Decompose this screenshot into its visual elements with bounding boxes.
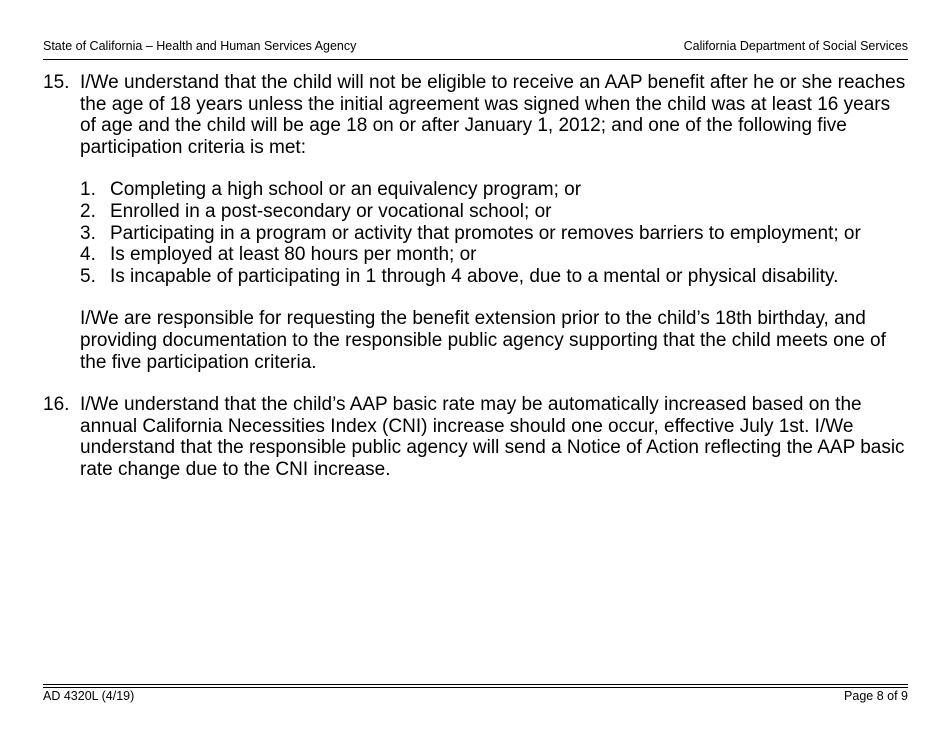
item-closing-text: I/We are responsible for requesting the benefit extension prior to the child’s 18th birthday, and providing documentation to the responsible public agency supporting that the child meets one of the five participation criteria. (80, 308, 886, 373)
criteria-text: Is incapable of participating in 1 through 4 above, due to a mental or physical disability. (110, 265, 839, 287)
item-number: 16. (43, 394, 70, 416)
criteria-number: 1. (80, 179, 96, 201)
criteria-item (80, 179, 908, 201)
page-footer (43, 689, 908, 709)
criteria-number: 5. (80, 265, 96, 287)
item-text: I/We understand that the child will not be eligible to receive an AAP benefit after he or she reaches the age of 18 years unless the initial agreement was signed when the child was at least 16 years of age and the child will be age 18 on or after January 1, 2012; and one of the following five participation criteria is met: (80, 72, 906, 158)
criteria-text: Is employed at least 80 hours per month; or (110, 244, 477, 266)
criteria-item (80, 223, 908, 245)
criteria-number: 2. (80, 200, 96, 222)
participation-criteria-list (80, 179, 908, 287)
criteria-item (80, 201, 908, 223)
criteria-number: 4. (80, 244, 96, 266)
criteria-number: 3. (80, 222, 96, 244)
footer-divider-secondary (43, 687, 908, 688)
item-text: I/We understand that the child’s AAP basic rate may be automatically increased based on the annual California Necessities Index (CNI) increase should one occur, effective July 1st. I/We understand that the responsible public agency will send a Notice of Action reflecting the AAP basic rate change due to the CNI increase. (80, 394, 905, 480)
header-department: California Department of Social Services (683, 39, 908, 53)
footer-divider (43, 684, 908, 685)
criteria-text: Participating in a program or activity that promotes or removes barriers to employment; or (110, 222, 861, 244)
criteria-item (80, 244, 908, 266)
criteria-item (80, 266, 908, 288)
item-number: 15. (43, 72, 70, 93)
item-15 (43, 72, 908, 373)
header-divider (43, 59, 908, 60)
page-number: Page 8 of 9 (844, 689, 908, 703)
header-agency: State of California – Health and Human Services Agency (43, 39, 357, 53)
criteria-text: Completing a high school or an equivalency program; or (110, 179, 582, 201)
item-16 (43, 394, 908, 480)
criteria-text: Enrolled in a post-secondary or vocational school; or (110, 200, 552, 222)
form-identifier: AD 4320L (4/19) (43, 689, 135, 703)
document-body (43, 72, 908, 481)
page-header (43, 39, 908, 59)
